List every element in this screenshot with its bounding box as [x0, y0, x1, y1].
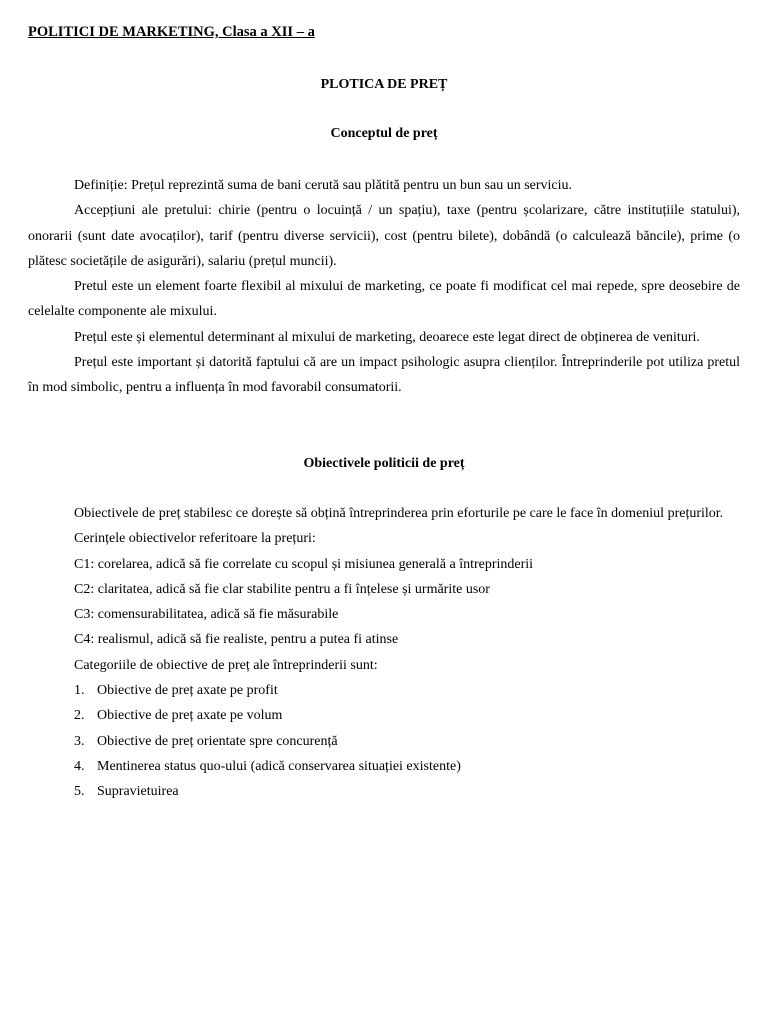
- paragraph-acceptions: Accepțiuni ale pretului: chirie (pentru o locuință / un spațiu), taxe (pentru școlarizare, către instituțiile statului), onorarii (sunt date avocaților), tarif (pentru diverse servicii), cost (pentru bilete), dobândă (o calculează băncile), prime (o plătesc societățile de asigurări), salariu (prețul muncii).: [28, 203, 740, 269]
- requirement-item: C1: corelarea, adică să fie correlate cu scopul și misiunea generală a întreprinderii: [74, 556, 534, 572]
- paragraph-determinant: Prețul este și elementul determinant al mixului de marketing, deoarece este legat direct de obținerea de venituri.: [74, 329, 700, 345]
- requirement-item: C4: realismul, adică să fie realiste, pentru a putea fi atinse: [74, 632, 399, 648]
- paragraph-psychological: Prețul este important și datorită faptului că are un impact psihologic asupra clienților. Întreprinderile pot utiliza pretul în mod simbolic, pentru a influența în mod favorabil consumatorii.: [28, 355, 740, 396]
- list-item: [28, 678, 740, 703]
- list-number: 3.: [74, 733, 85, 749]
- categories-title: Categoriile de obiective de preț ale întreprinderii sunt:: [74, 657, 378, 673]
- section-heading-concept: Conceptul de preț: [330, 126, 438, 141]
- list-text: Obiective de preț axate pe volum: [97, 708, 283, 724]
- requirement-item: C3: comensurabilitatea, adică să fie măsurabile: [74, 607, 339, 623]
- section-heading-objectives: Obiectivele politicii de preț: [303, 456, 465, 471]
- paragraph-definition: Definiție: Prețul reprezintă suma de bani cerută sau plătită pentru un bun sau un serviciu.: [74, 178, 573, 193]
- list-number: 1.: [74, 683, 85, 699]
- requirements-title: Cerințele obiectivelor referitoare la prețuri:: [74, 531, 316, 547]
- list-number: 5.: [74, 784, 85, 800]
- list-text: Supravietuirea: [97, 784, 179, 800]
- section-concept-body: [28, 173, 740, 401]
- requirement-item: C2: claritatea, adică să fie clar stabilite pentru a fi înțelese și urmărite usor: [74, 581, 490, 597]
- list-item: [28, 729, 740, 754]
- list-number: 4.: [74, 758, 85, 774]
- section-objectives-body: [28, 501, 740, 805]
- list-item: [28, 703, 740, 728]
- list-text: Mentinerea status quo-ului (adică conservarea situației existente): [97, 758, 461, 774]
- page-header: POLITICI DE MARKETING, Clasa a XII – a: [28, 24, 315, 40]
- list-number: 2.: [74, 708, 85, 724]
- list-item: [28, 754, 740, 779]
- paragraph-flexibility: Pretul este un element foarte flexibil al mixului de marketing, ce poate fi modificat cel mai repede, spre deosebire de celelalte componente ale mixului.: [28, 279, 740, 320]
- document-title: PLOTICA DE PREȚ: [320, 77, 448, 92]
- list-text: Obiective de preț orientate spre concurență: [97, 733, 338, 749]
- paragraph-objectives-intro: Obiectivele de preț stabilesc ce dorește să obțină întreprinderea prin eforturile pe care le face în domeniul prețurilor.: [74, 506, 724, 521]
- list-item: [28, 779, 740, 804]
- list-text: Obiective de preț axate pe profit: [97, 683, 278, 699]
